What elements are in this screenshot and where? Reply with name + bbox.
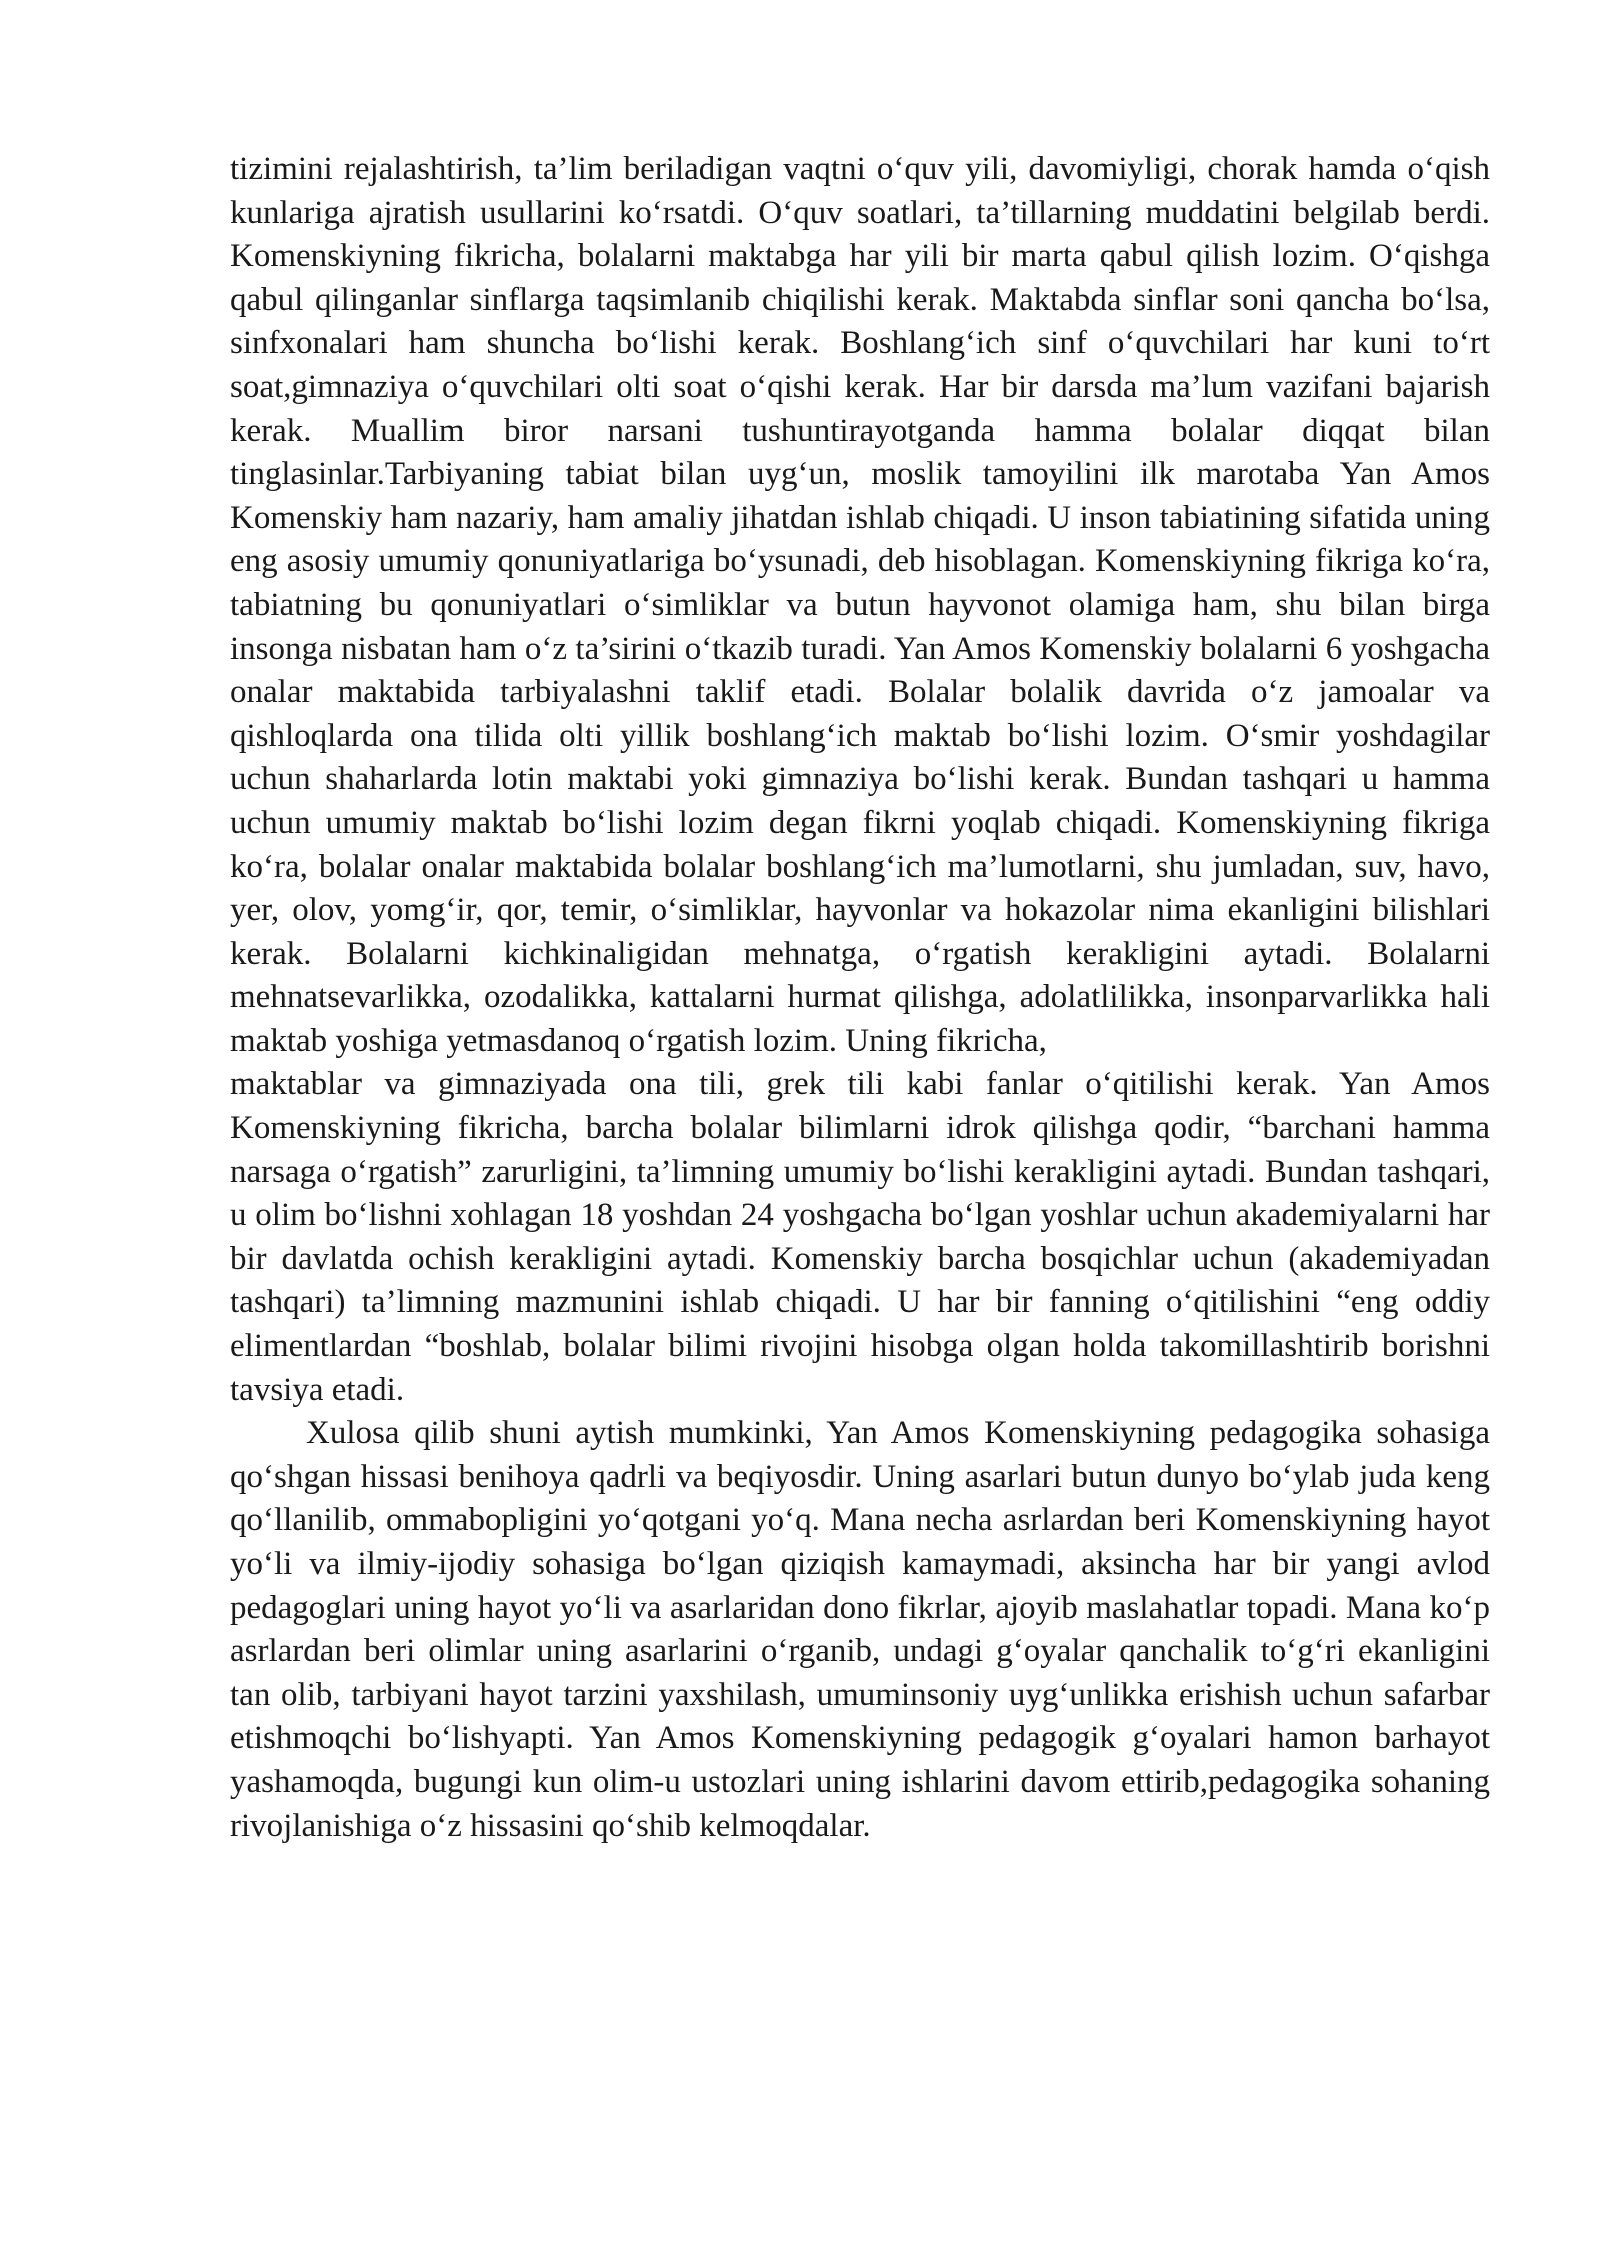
paragraph-comenius-education-stages: maktablar va gimnaziyada ona tili, grek tili kabi fanlar o‘qitilishi kerak. Yan Amos Komenskiyning fikricha, barcha bolalar bilimlarni idrok qilishga qodir, “barchani hamma narsaga o‘rgatish” zarurligini, ta’limning umumiy bo‘lishi kerakligini aytadi. Bundan tashqari, u olim bo‘lishni xohlagan 18 yoshdan 24 yoshgacha bo‘lgan yoshlar uchun akademiyalarni har bir davlatda ochish kerakligini aytadi. Komenskiy barcha bosqichlar uchun (akademiyadan tashqari) ta’limning mazmunini ishlab chiqadi. U har bir fanning o‘qitilishini “eng oddiy elimentlardan “boshlab, bolalar bilimi rivojini hisobga olgan holda takomillashtirib borishni tavsiya etadi.: [230, 1066, 1490, 1408]
paragraph-conclusion: Xulosa qilib shuni aytish mumkinki, Yan Amos Komenskiyning pedagogika sohasiga qo‘shgan hissasi benihoya qadrli va beqiyosdir. Uning asarlari butun dunyo bo‘ylab juda keng qo‘llanilib, ommabopligini yo‘qotgani yo‘q. Mana necha asrlardan beri Komenskiyning hayot yo‘li va ilmiy-ijodiy sohasiga bo‘lgan qiziqish kamaymadi, aksincha har bir yangi avlod pedagoglari uning hayot yo‘li va asarlaridan dono fikrlar, ajoyib maslahatlar topadi. Mana ko‘p asrlardan beri olimlar uning asarlarini o‘rganib, undagi g‘oyalar qanchalik to‘g‘ri ekanligini tan olib, tarbiyani hayot tarzini yaxshilash, umuminsoniy uyg‘unlikka erishish uchun safarbar etishmoqchi bo‘lishyapti. Yan Amos Komenskiyning pedagogik g‘oyalari hamon barhayot yashamoqda, bugungi kun olim-u ustozlari uning ishlarini davom ettirib,pedagogika sohaning rivojlanishiga o‘z hissasini qo‘shib kelmoqdalar.: [230, 1415, 1490, 1844]
document-page: [230, 148, 1490, 1848]
paragraph-comenius-school-system: tizimini rejalashtirish, ta’lim beriladigan vaqtni o‘quv yili, davomiyligi, chorak hamda o‘qish kunlariga ajratish usullarini ko‘rsatdi. O‘quv soatlari, ta’tillarning muddatini belgilab berdi. Komenskiyning fikricha, bolalarni maktabga har yili bir marta qabul qilish lozim. O‘qishga qabul qilinganlar sinflarga taqsimlanib chiqilishi kerak. Maktabda sinflar soni qancha bo‘lsa, sinfxonalari ham shuncha bo‘lishi kerak. Boshlang‘ich sinf o‘quvchilari har kuni to‘rt soat,gimnaziya o‘quvchilari olti soat o‘qishi kerak. Har bir darsda ma’lum vazifani bajarish kerak. Muallim biror narsani tushuntirayotganda hamma bolalar diqqat bilan tinglasinlar.Tarbiyaning tabiat bilan uyg‘un, moslik tamoyilini ilk marotaba Yan Amos Komenskiy ham nazariy, ham amaliy jihatdan ishlab chiqadi. U inson tabiatining sifatida uning eng asosiy umumiy qonuniyatlariga bo‘ysunadi, deb hisoblagan. Komenskiyning fikriga ko‘ra, tabiatning bu qonuniyatlari o‘simliklar va butun hayvonot olamiga ham, shu bilan birga insonga nisbatan ham o‘z ta’sirini o‘tkazib turadi. Yan Amos Komenskiy bolalarni 6 yoshgacha onalar maktabida tarbiyalashni taklif etadi. Bolalar bolalik davrida o‘z jamoalar va qishloqlarda ona tilida olti yillik boshlang‘ich maktab bo‘lishi lozim. O‘smir yoshdagilar uchun shaharlarda lotin maktabi yoki gimnaziya bo‘lishi kerak. Bundan tashqari u hamma uchun umumiy maktab bo‘lishi lozim degan fikrni yoqlab chiqadi. Komenskiyning fikriga ko‘ra, bolalar onalar maktabida bolalar boshlang‘ich ma’lumotlarni, shu jumladan, suv, havo, yer, olov, yomg‘ir, qor, temir, o‘simliklar, hayvonlar va hokazolar nima ekanligini bilishlari kerak. Bolalarni kichkinaligidan mehnatga, o‘rgatish kerakligini aytadi. Bolalarni mehnatsevarlikka, ozodalikka, kattalarni hurmat qilishga, adolatlilikka, insonparvarlikka hali maktab yoshiga yetmasdanoq o‘rgatish lozim. Uning fikricha,: [230, 151, 1490, 1059]
